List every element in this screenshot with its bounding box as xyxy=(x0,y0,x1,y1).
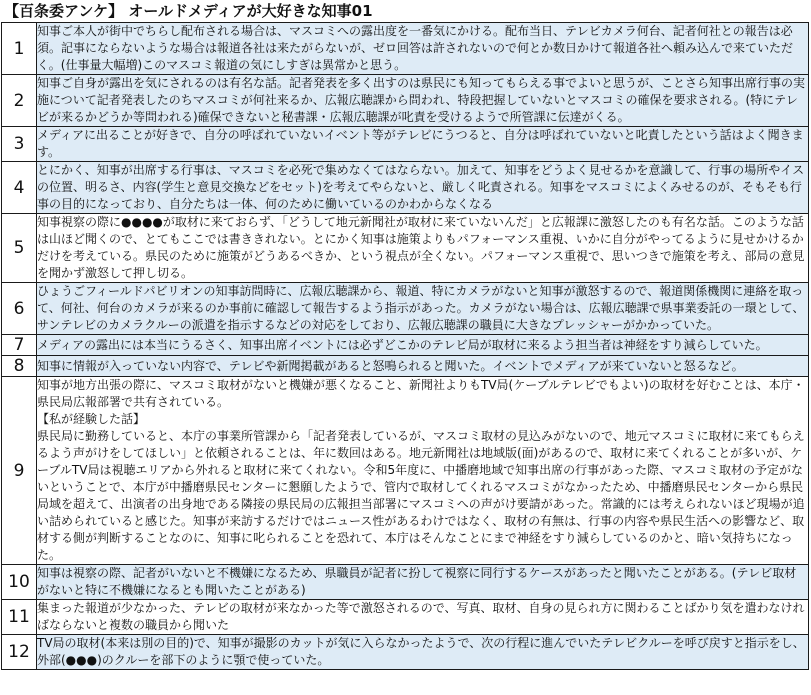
response-text-cell xyxy=(37,162,809,214)
row-number: 3 xyxy=(2,127,37,162)
row-number: 6 xyxy=(2,283,37,335)
response-paragraph: 【私が経験した話】 xyxy=(37,412,146,426)
table-row xyxy=(2,162,809,214)
table-row xyxy=(2,377,809,565)
table-row xyxy=(2,335,809,356)
table-row xyxy=(2,356,809,377)
response-paragraph: 知事に情報が入っていない内容で、テレビや新聞掲載があると怒鳴られると聞いた。イベントでメディアが来ていないと怒るなど。 xyxy=(37,358,744,373)
row-number: 1 xyxy=(2,23,37,75)
row-number: 8 xyxy=(2,356,37,377)
response-text-cell xyxy=(37,377,809,565)
table-row xyxy=(2,565,809,600)
response-paragraph: メディアに出ることが好きで、自分の呼ばれていないイベント等がテレビにうつると、自分は呼ばれていないと叱責したという話はよく聞きます。 xyxy=(37,128,804,159)
response-text-cell xyxy=(37,356,809,377)
survey-table-body xyxy=(2,23,809,670)
response-text-cell xyxy=(37,635,809,670)
response-paragraph: ひょうごフィールドパビリオンの知事訪問時に、広報広聴課から、報道、特にカメラがないと知事が激怒するので、報道関係機関に連絡を取って、何社、何台のカメラが来るのか事前に確認して報告するよう指示があった。カメラがない場合は、広報広聴課で県事業委託の一環として、サンテレビのカメラクルーの派遣を指示するなどの対応をしており、広報広聴課の職員に大きなプレッシャーがかかっていた。 xyxy=(37,284,805,332)
table-row xyxy=(2,283,809,335)
row-number: 9 xyxy=(2,377,37,565)
row-number: 4 xyxy=(2,162,37,214)
response-paragraph: 県民局に勤務していると、本庁の事業所管課から「記者発表しているが、マスコミ取材の見込みがないので、地元マスコミに取材に来てもらえるよう声がけをしてほしい」と依頼されることは、年に数回はある。地元新聞社は地域版(面)があるので、取材に来てくれることが多いが、ケーブルTV局は視聴エリアから外れると取材に来てくれない。令和5年度に、中播磨地域で知事出席の行事があった際、マスコミ取材の予定がないということで、本庁が中播磨県民センターに懇願したようで、管内で取材してくれるマスコミがなかったため、中播磨県民センターから県民局域を超えて、出演者の出身地である隣接の県民局の広報担当部署にマスコミへの声がけ要請があった。常識的には考えられないほど現場が追い詰められていると感じた。知事が来訪するだけではニュース性があるわけではなく、取材の有無は、行事の内容や県民生活への影響など、取材する側が判断することなのに、知事に叱られることを恐れて、本庁はそんなことにまで神経をすり減らしているのかと、暗い気持ちになった。 xyxy=(37,429,805,562)
response-paragraph: 知事は視察の際、記者がいないと不機嫌になるため、県職員が記者に扮して視察に同行するケースがあったと聞いたことがある。(テレビ取材がないと特に不機嫌になるとも聞いたことがある) xyxy=(37,566,797,597)
table-row xyxy=(2,127,809,162)
response-text-cell xyxy=(37,127,809,162)
table-row xyxy=(2,635,809,670)
row-number: 2 xyxy=(2,75,37,127)
response-paragraph: 知事ご自身が露出を気にされるのは有名な話。記者発表を多く出すのは県民にも知ってもらえる事でよいと思うが、ことさら知事出席行事の実施について記者発表したのちマスコミが何社来るか、広報広聴課から問われ、特段把握していないとマスコミの確保を要求される。(特にテレビが来るかどうか等問われる)確保できないと秘書課・広報広聴課が叱責を受けるようで所管課に伝達がくる。 xyxy=(37,76,806,124)
response-text-cell xyxy=(37,283,809,335)
response-paragraph: 集まった報道が少なかった、テレビの取材が来なかった等で激怒されるので、写真、取材、自身の見られ方に関わることばかり気を遣わなければならないと複数の職員から聞いた xyxy=(37,601,805,632)
response-text-cell xyxy=(37,565,809,600)
row-number: 7 xyxy=(2,335,37,356)
survey-table xyxy=(1,22,809,670)
document-title: 【百条委アンケ】 オールドメディアが大好きな知事01 xyxy=(4,2,373,20)
response-text-cell xyxy=(37,23,809,75)
table-row xyxy=(2,600,809,635)
response-text-cell xyxy=(37,75,809,127)
table-row xyxy=(2,214,809,283)
response-paragraph: 知事視察の際に●●●●が取材に来ておらず、「どうして地元新聞社が取材に来ていないんだ」と広報課に激怒したのも有名な話。このような話は山ほど聞くので、とてもここでは書ききれない。とにかく知事は施策よりもパフォーマンス重視、いかに自分がやってるように見せかけるかだけを考えている。県民のために施策がどうあるべきか、という視点が全くない。パフォーマンス重視で、思いつきで施策を考え、部局の意見を聞かず激怒して押し切る。 xyxy=(37,215,805,280)
response-text-cell xyxy=(37,214,809,283)
response-paragraph: とにかく、知事が出席する行事は、マスコミを必死で集めなくてはならない。加えて、知事をどうよく見せるかを意識して、行事の場所やイスの位置、明るさ、内容(学生と意見交換などをセット)を考えてやらないと、厳しく叱責される。知事をマスコミによくみせるのが、そもそも行事の目的になっており、自分たちは一体、何のために働いているのかわからなくなる xyxy=(37,163,805,211)
response-text-cell xyxy=(37,335,809,356)
response-text-cell xyxy=(37,600,809,635)
table-row xyxy=(2,75,809,127)
row-number: 12 xyxy=(2,635,37,670)
row-number: 11 xyxy=(2,600,37,635)
row-number: 10 xyxy=(2,565,37,600)
row-number: 5 xyxy=(2,214,37,283)
response-paragraph: 知事が地方出張の際に、マスコミ取材がないと機嫌が悪くなること、新聞社よりもTV局(ケーブルテレビでもよい)の取材を好むことは、本庁・県民局広報部署で共有されている。 xyxy=(37,378,805,409)
response-paragraph: メディアの露出には本当にうるさく、知事出席イベントには必ずどこかのテレビ局が取材に来るよう担当者は神経をすり減らしていた。 xyxy=(37,337,768,352)
response-paragraph: 知事ご本人が街中でちらし配布される場合は、マスコミへの露出度を一番気にかける。配布当日、テレビカメラ何台、記者何社との報告は必須。記事にならないような場合は報道各社は来たがらないが、ゼロ回答は許されないので何とか数日かけて報道各社へ頼み込んで来ていただく。(仕事量大幅増)このマスコミ報道の気にしすぎは異常かと思う。 xyxy=(37,24,794,72)
table-row xyxy=(2,23,809,75)
response-paragraph: TV局の取材(本来は別の目的)で、知事が撮影のカットが気に入らなかったようで、次の行程に進んでいたテレビクルーを呼び戻すと指示をし、外部(●●●)のクルーを部下のように顎で使っていた。 xyxy=(37,636,805,667)
